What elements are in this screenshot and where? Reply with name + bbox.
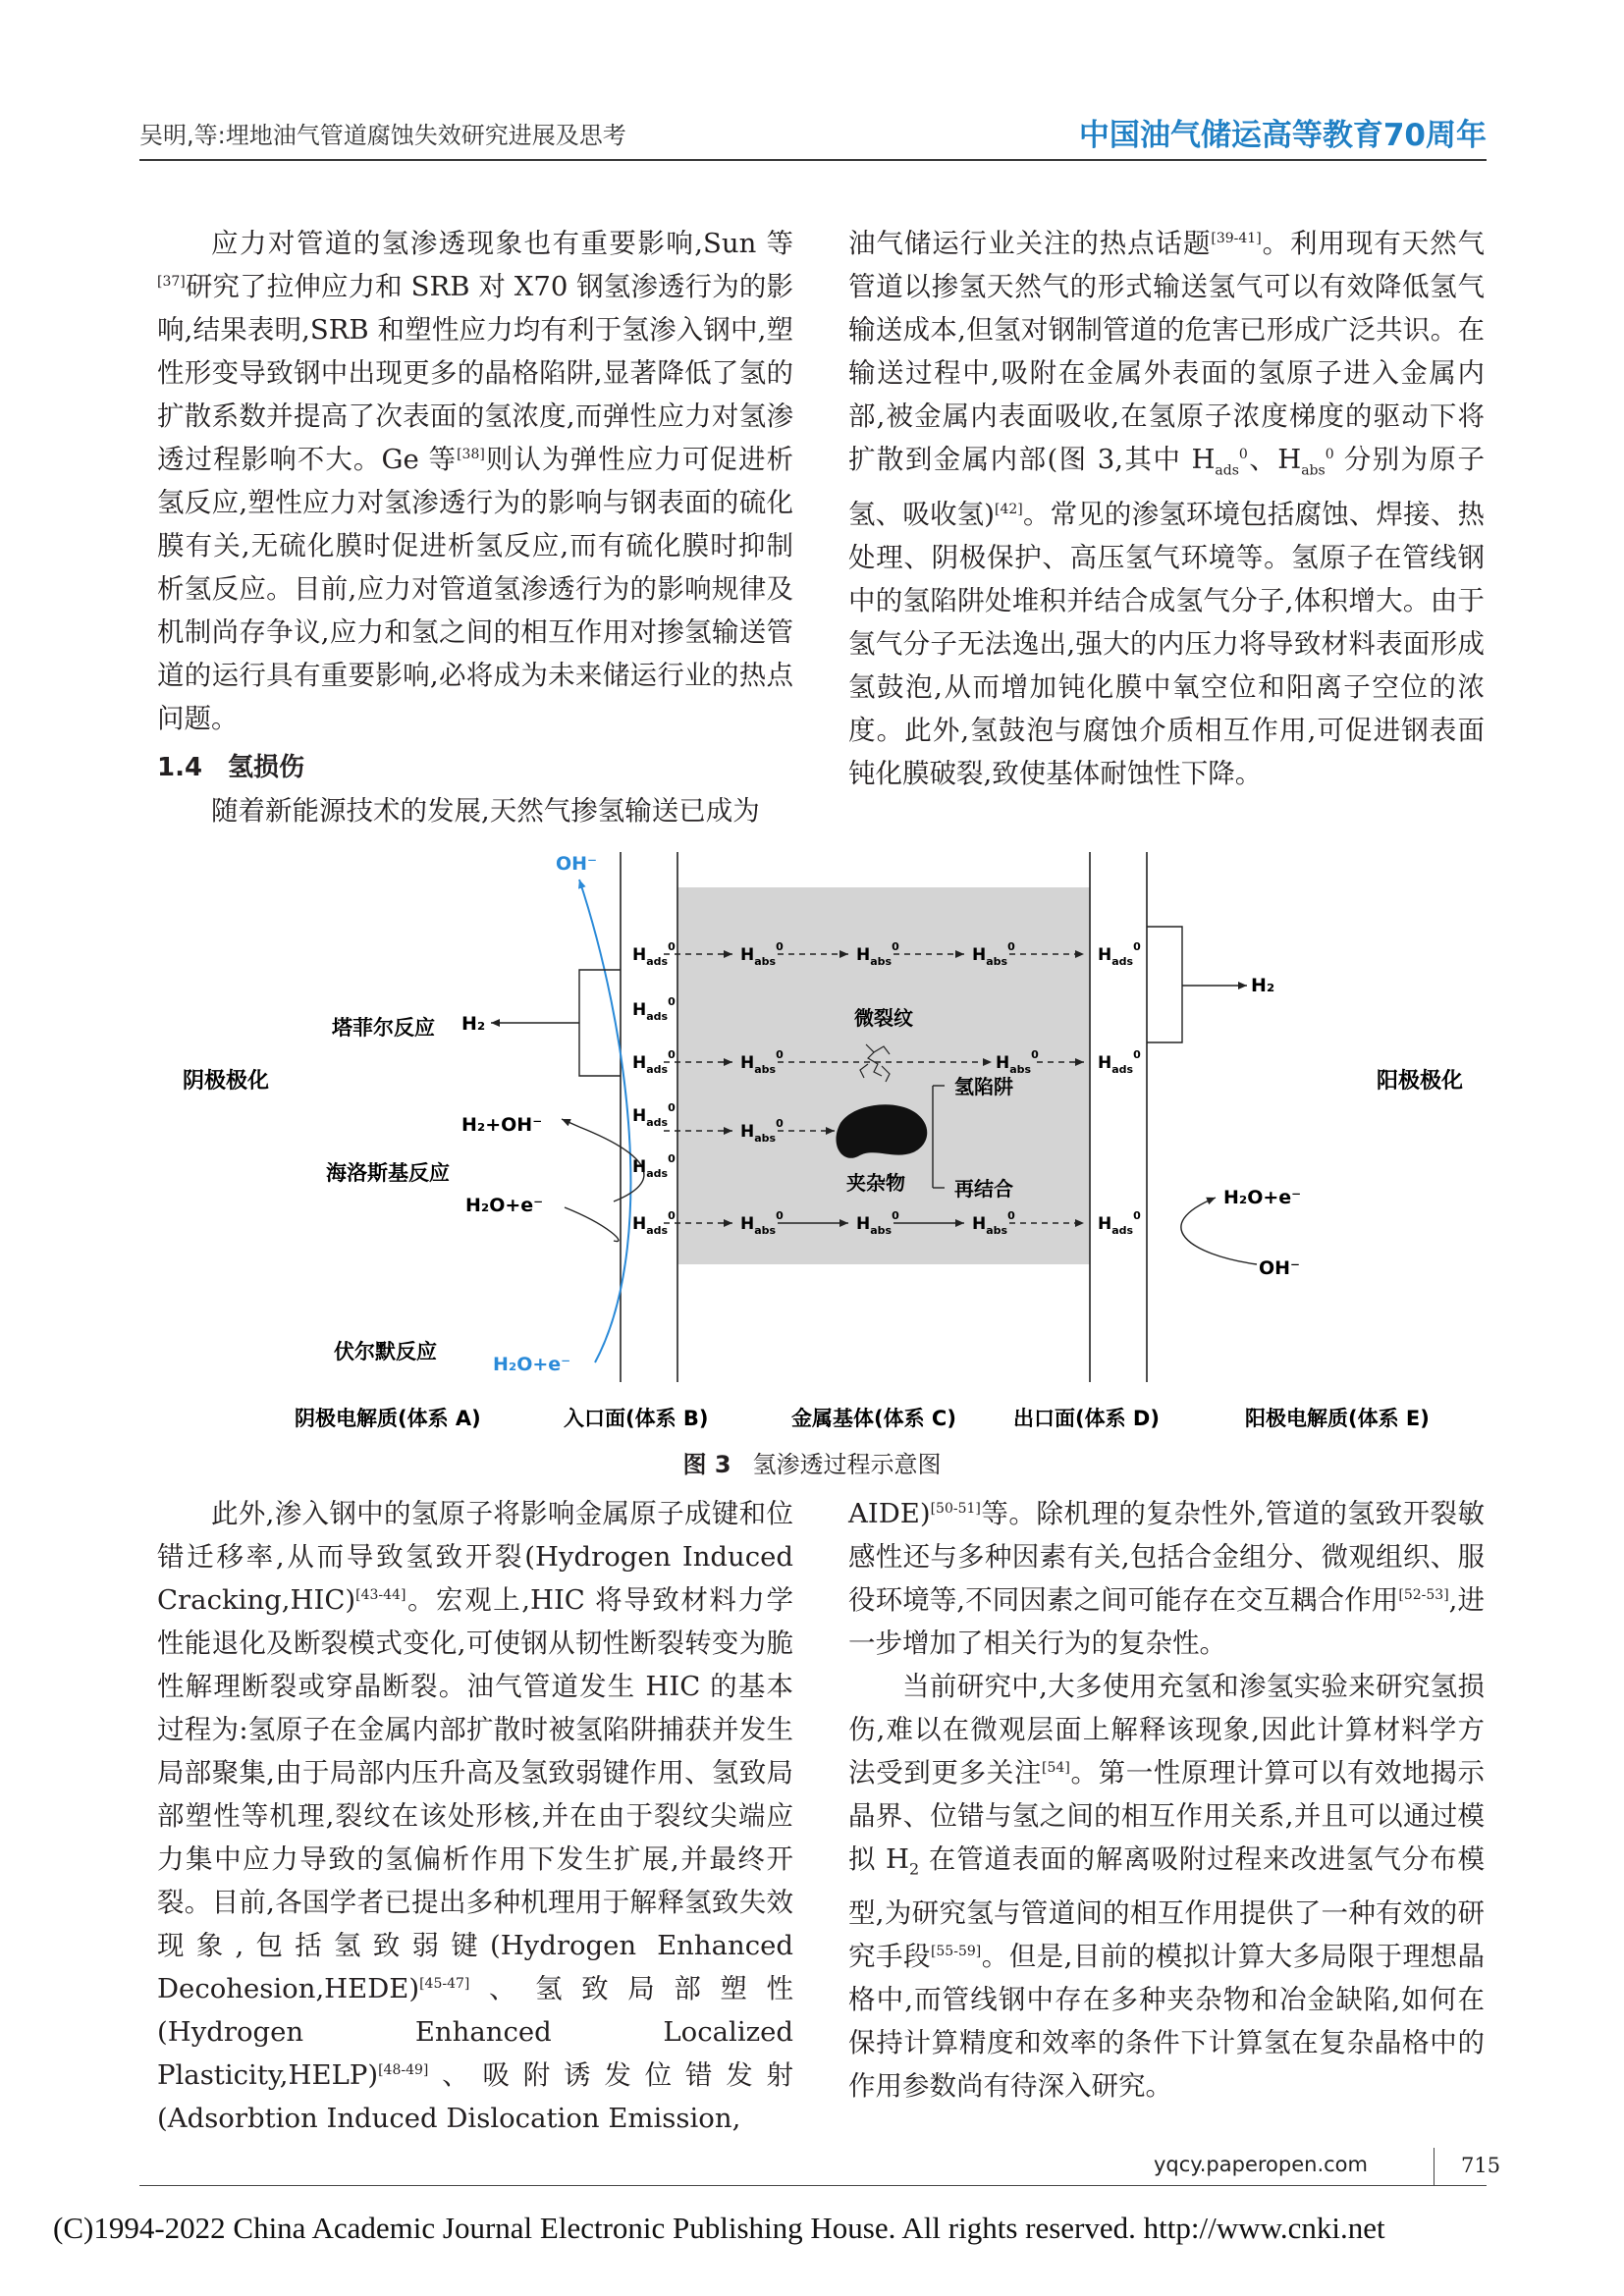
hydrogen-trap-label: 氢陷阱 <box>954 1075 1013 1098</box>
right-column-top <box>848 222 1485 795</box>
oh-right-label: OH⁻ <box>1259 1257 1301 1279</box>
svg-text:Hads0: $H_{ads}^0$ <box>1098 1048 1141 1076</box>
svg-text:Habs0: $H_{abs}^0$ <box>740 1048 784 1076</box>
paragraph-hydrogen-blending: 油气储运行业关注的热点话题[39-41]。利用现有天然气管道以掺氢天然气的形式输送氢气可以有效降低氢气输送成本,但氢对钢制管道的危害已形成广泛共识。在输送过程中,吸附在金属外表面的氢原子进入金属内部,被金属内表面吸收,在氢原子浓度梯度的驱动下将扩散到金属内部(图 3,其中 $H_{ads}^0$、$H_{abs}^0$ 分别为原子氢、吸收氢)[42]。常见的渗氢环境包括腐蚀、焊接、热处理、阴极保护、高压氢气环境等。氢原子在管线钢中的氢陷阱处堆积并结合成氢气分子,体积增大。由于氢气分子无法逸出,强大的内压力将导致材料表面形成氢鼓泡,从而增加钝化膜中氧空位和阳离子空位的浓度。此外,氢鼓泡与腐蚀介质相互作用,可促进钢表面钝化膜破裂,致使基体耐蚀性下降。 <box>848 228 1486 789</box>
running-header-authors: 吴明,等:埋地油气管道腐蚀失效研究进展及思考 <box>139 122 626 149</box>
svg-text:Hads0: $H_{ads}^0$ <box>632 940 676 968</box>
svg-text:Habs0: $H_{abs}^0$ <box>996 1048 1039 1076</box>
h2o-e-right-label: H₂O+e⁻ <box>1223 1187 1302 1208</box>
svg-text:Hads0: $H_{ads}^0$ <box>632 1048 676 1076</box>
citation[interactable]: [42] <box>995 501 1023 517</box>
entry-h-ads-labels <box>632 940 676 1237</box>
oh-top-label: OH⁻ <box>556 853 598 875</box>
header-rule <box>139 159 1487 161</box>
figure-caption: 图 3 氢渗透过程示意图 <box>682 1451 942 1478</box>
citation[interactable]: [48-49] <box>378 2061 429 2078</box>
citation[interactable]: [45-47] <box>419 1975 470 1992</box>
footer-divider-tick <box>1434 2148 1435 2185</box>
citation[interactable]: [39-41] <box>1211 230 1262 246</box>
left-column-top <box>157 222 793 832</box>
h2-oh-label: H₂+OH⁻ <box>461 1114 543 1136</box>
exit-h-ads-labels <box>1098 940 1141 1237</box>
paragraph-hic: 此外,渗入钢中的氢原子将影响金属原子成键和位错迁移率,从而导致氢致开裂(Hydrogen Induced Cracking,HIC)[43-44]。宏观上,HIC 将导致材料力学性能退化及断裂模式变化,可使钢从韧性断裂转变为脆性解理断裂或穿晶断裂。油气管道发生 HIC 的基本过程为:氢原子在金属内部扩散时被氢陷阱捕获并发生局部聚集,由于局部内压升高及氢致弱键作用、氢致局部塑性等机理,裂纹在该处形核,并在由于裂纹尖端应力集中应力导致的氢偏析作用下发生扩展,并最终开裂。目前,各国学者已提出多种机理用于解释氢致失效现象,包括氢致弱键(Hydrogen Enhanced Decohesion,HEDE)[45-47]、氢致局部塑性(Hydrogen Enhanced Localized Plasticity,HELP)[48-49]、吸附诱发位错发射(Adsorbtion Induced Dislocation Emission, <box>157 1498 793 2134</box>
svg-text:Habs0: $H_{abs}^0$ <box>856 1209 899 1237</box>
svg-text:Habs0: $H_{abs}^0$ <box>740 1117 784 1145</box>
paragraph-computational: 当前研究中,大多使用充氢和渗氢实验来研究氢损伤,难以在微观层面上解释该现象,因此计算材料学方法受到更多关注[54]。第一性原理计算可以有效地揭示晶界、位错与氢之间的相互作用关系,并且可以通过模拟 $H_2$ 在管道表面的解离吸附过程来改进氢气分布模型,为研究氢与管道间的相互作用提供了一种有效的研究手段[55-59]。但是,目前的模拟计算大多局限于理想晶格中,而管线钢中存在多种夹杂物和冶金缺陷,如何在保持计算精度和效率的条件下计算氢在复杂晶格中的作用参数尚有待深入研究。 <box>848 1671 1486 2102</box>
h2o-e-bottom-label: H₂O+e⁻ <box>493 1354 571 1375</box>
paragraph-stress-hydrogen: 应力对管道的氢渗透现象也有重要影响,Sun 等[37]研究了拉伸应力和 SRB 对 X70 钢氢渗透行为的影响,结果表明,SRB 和塑性应力均有利于氢渗入钢中,塑性形变导致钢中出现更多的晶格陷阱,显著降低了氢的扩散系数并提高了次表面的氢浓度,而弹性应力对氢渗透过程影响不大。Ge 等[38]则认为弹性应力可促进析氢反应,塑性应力对氢渗透行为的影响与钢表面的硫化膜有关,无硫化膜时促进析氢反应,而有硫化膜时抑制析氢反应。目前,应力对管道氢渗透行为的影响规律及机制尚存争议,应力和氢之间的相互作用对掺氢输送管道的运行具有重要影响,必将成为未来储运行业的热点问题。 <box>157 228 794 734</box>
system-a-label: 阴极电解质(体系 A) <box>295 1407 481 1430</box>
system-b-label: 入口面(体系 B) <box>564 1407 709 1430</box>
paragraph-hydrogen-damage-start: 随着新能源技术的发展,天然气掺氢输送已成为 <box>211 795 760 827</box>
h2-left-label: H₂ <box>461 1013 486 1035</box>
h2o-e-mid-label: H₂O+e⁻ <box>465 1195 544 1216</box>
citation[interactable]: [55-59] <box>930 1943 982 1959</box>
cnki-copyright-line: (C)1994-2022 China Academic Journal Electronic Publishing House. All rights reserved. http://www.cnki.net <box>53 2211 1385 2245</box>
anodic-polarization-label: 阳极极化 <box>1377 1069 1464 1094</box>
system-labels <box>295 1407 1430 1430</box>
right-column-bottom <box>848 1492 1485 2108</box>
footer-rule <box>139 2185 1487 2186</box>
microcrack-label: 微裂纹 <box>854 1006 913 1030</box>
heyrovsky-reaction-label: 海洛斯基反应 <box>326 1161 450 1185</box>
h2-right-label: H₂ <box>1251 975 1275 996</box>
system-e-label: 阳极电解质(体系 E) <box>1245 1407 1430 1430</box>
section-heading-1-4: 1.4 氢损伤 <box>157 753 305 782</box>
recombination-label: 再结合 <box>954 1177 1013 1201</box>
tafel-reaction-label: 塔菲尔反应 <box>332 1016 435 1040</box>
inclusion-label: 夹杂物 <box>846 1171 905 1195</box>
left-column-bottom <box>157 1492 793 2140</box>
svg-text:Habs0: $H_{abs}^0$ <box>856 940 899 968</box>
citation[interactable]: [50-51] <box>930 1500 981 1517</box>
citation[interactable]: [54] <box>1042 1759 1070 1776</box>
system-c-label: 金属基体(体系 C) <box>791 1407 956 1430</box>
citation[interactable]: [38] <box>457 446 485 462</box>
figure-3-hydrogen-permeation-diagram <box>167 832 1483 1457</box>
citation[interactable]: [43-44] <box>355 1586 406 1603</box>
citation[interactable]: [37] <box>157 273 186 290</box>
volmer-reaction-label: 伏尔默反应 <box>334 1340 437 1363</box>
svg-text:Hads0: $H_{ads}^0$ <box>1098 940 1141 968</box>
svg-text:Habs0: $H_{abs}^0$ <box>740 1209 784 1237</box>
svg-text:Habs0: $H_{abs}^0$ <box>972 1209 1015 1237</box>
page-number: 715 <box>1461 2154 1501 2177</box>
journal-url[interactable]: yqcy.paperopen.com <box>1154 2153 1368 2176</box>
svg-text:Hads0: $H_{ads}^0$ <box>632 995 676 1023</box>
svg-text:Habs0: $H_{abs}^0$ <box>740 940 784 968</box>
svg-text:Habs0: $H_{abs}^0$ <box>972 940 1015 968</box>
svg-text:Hads0: $H_{ads}^0$ <box>632 1209 676 1237</box>
system-d-label: 出口面(体系 D) <box>1013 1407 1160 1430</box>
paragraph-aide: AIDE)[50-51]等。除机理的复杂性外,管道的氢致开裂敏感性还与多种因素有关,包括合金组分、微观组织、服役环境等,不同因素之间可能存在交互耦合作用[52-53],进一步增加了相关行为的复杂性。 <box>848 1498 1485 1659</box>
svg-text:Hads0: $H_{ads}^0$ <box>632 1101 676 1129</box>
metal-matrix-region <box>677 887 1090 1264</box>
cathodic-polarization-label: 阴极极化 <box>183 1069 270 1094</box>
svg-text:Hads0: $H_{ads}^0$ <box>632 1152 676 1180</box>
citation[interactable]: [52-53] <box>1398 1586 1449 1603</box>
running-header-journal-banner: 中国油气储运高等教育70周年 <box>1078 118 1487 153</box>
svg-text:Hads0: $H_{ads}^0$ <box>1098 1209 1141 1237</box>
